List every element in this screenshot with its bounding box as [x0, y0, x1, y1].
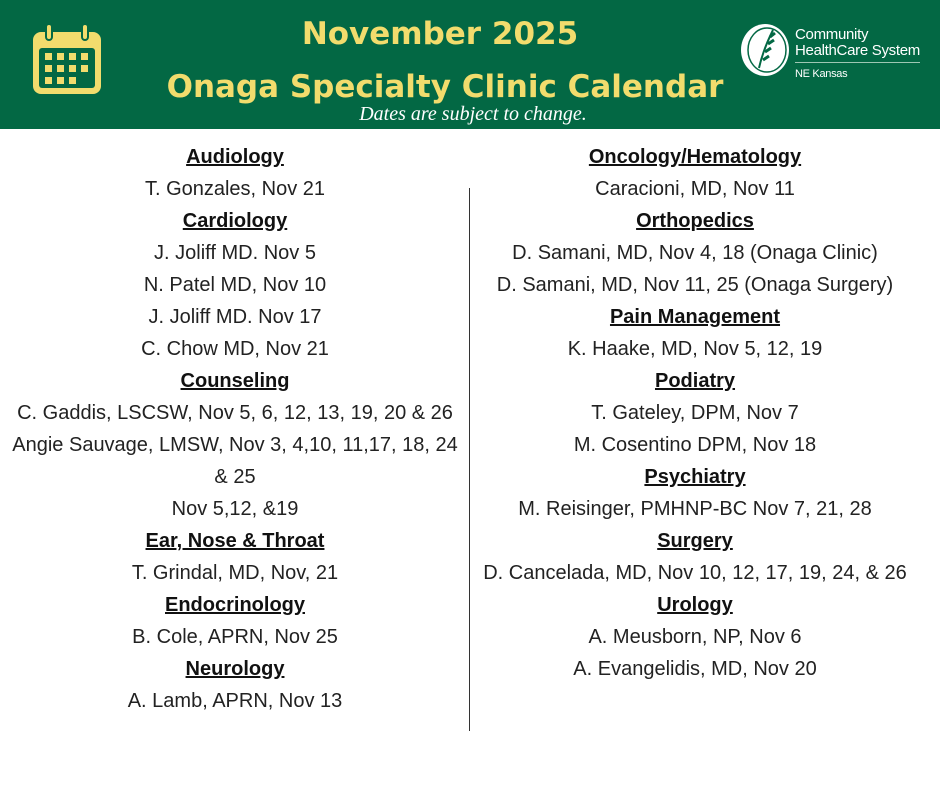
column-divider — [469, 188, 470, 731]
specialty-heading — [4, 589, 466, 621]
specialty-heading-text: Orthopedics — [636, 210, 754, 232]
provider-entry: K. Haake, MD, Nov 5, 12, 19 — [567, 338, 823, 360]
specialty-heading-text: Urology — [657, 594, 733, 616]
header-banner — [0, 0, 940, 129]
provider-entry: C. Gaddis, LSCSW, Nov 5, 6, 12, 13, 19, 20 & 26 — [17, 402, 453, 424]
provider-entry: Caracioni, MD, Nov 11 — [595, 178, 795, 200]
specialty-heading-text: Counseling — [180, 370, 290, 392]
provider-entry: T. Gateley, DPM, Nov 7 — [591, 402, 799, 424]
specialty-heading — [472, 301, 918, 333]
specialty-heading-text: Surgery — [657, 530, 733, 552]
specialty-heading — [472, 141, 918, 173]
logo-line1: Community — [795, 26, 869, 43]
specialty-heading-text: Podiatry — [654, 370, 736, 392]
specialty-heading-text: Audiology — [186, 146, 284, 168]
logo-line2: HealthCare System — [795, 42, 920, 59]
provider-entry: Angie Sauvage, LMSW, Nov 3, 4,10, 11,17, 18, 24 & 25 — [12, 434, 458, 488]
wheat-logo-icon — [737, 20, 793, 78]
specialty-heading — [472, 205, 918, 237]
specialty-heading — [4, 205, 466, 237]
provider-entry: A. Lamb, APRN, Nov 13 — [127, 690, 343, 712]
specialty-heading-text: Ear, Nose & Throat — [145, 530, 325, 552]
provider-entry: N. Patel MD, Nov 10 — [143, 274, 327, 296]
specialty-heading — [472, 365, 918, 397]
specialty-heading-text: Psychiatry — [644, 466, 746, 488]
specialty-heading — [4, 525, 466, 557]
specialty-heading — [472, 461, 918, 493]
specialty-heading — [4, 365, 466, 397]
provider-entry: D. Samani, MD, Nov 4, 18 (Onaga Clinic) — [512, 242, 878, 264]
provider-entry: J. Joliff MD. Nov 17 — [148, 306, 322, 328]
provider-entry: T. Gonzales, Nov 21 — [144, 178, 326, 200]
provider-entry: C. Chow MD, Nov 21 — [141, 338, 329, 360]
specialty-heading — [472, 589, 918, 621]
provider-entry: D. Samani, MD, Nov 11, 25 (Onaga Surgery) — [496, 274, 894, 296]
provider-entry: T. Grindal, MD, Nov, 21 — [131, 562, 339, 584]
provider-entry: M. Reisinger, PMHNP-BC Nov 7, 21, 28 — [518, 498, 872, 520]
provider-entry: A. Evangelidis, MD, Nov 20 — [573, 658, 817, 680]
specialty-heading-text: Endocrinology — [165, 594, 305, 616]
specialty-heading-text: Cardiology — [182, 210, 288, 232]
specialty-heading-text: Neurology — [185, 658, 285, 680]
provider-entry: D. Cancelada, MD, Nov 10, 12, 17, 19, 24, & 26 — [483, 562, 907, 584]
logo-line3: NE Kansas — [795, 68, 848, 80]
logo-divider — [795, 62, 920, 63]
specialty-heading-text: Oncology/Hematology — [588, 146, 802, 168]
page-title: November 2025 — [301, 16, 579, 52]
provider-entry: J. Joliff MD. Nov 5 — [154, 242, 316, 264]
specialty-heading — [4, 653, 466, 685]
logo-text — [795, 27, 920, 82]
right-column — [472, 141, 918, 685]
left-column — [4, 141, 466, 717]
specialty-heading — [472, 525, 918, 557]
provider-entry: A. Meusborn, NP, Nov 6 — [588, 626, 802, 648]
provider-entry: B. Cole, APRN, Nov 25 — [132, 626, 338, 648]
specialty-heading — [4, 141, 466, 173]
disclaimer-note: Dates are subject to change. — [359, 103, 587, 125]
specialty-heading-text: Pain Management — [609, 306, 781, 328]
page-subtitle: Onaga Specialty Clinic Calendar — [166, 69, 724, 105]
provider-entry: M. Cosentino DPM, Nov 18 — [573, 434, 817, 456]
provider-entry: Nov 5,12, &19 — [171, 498, 299, 520]
